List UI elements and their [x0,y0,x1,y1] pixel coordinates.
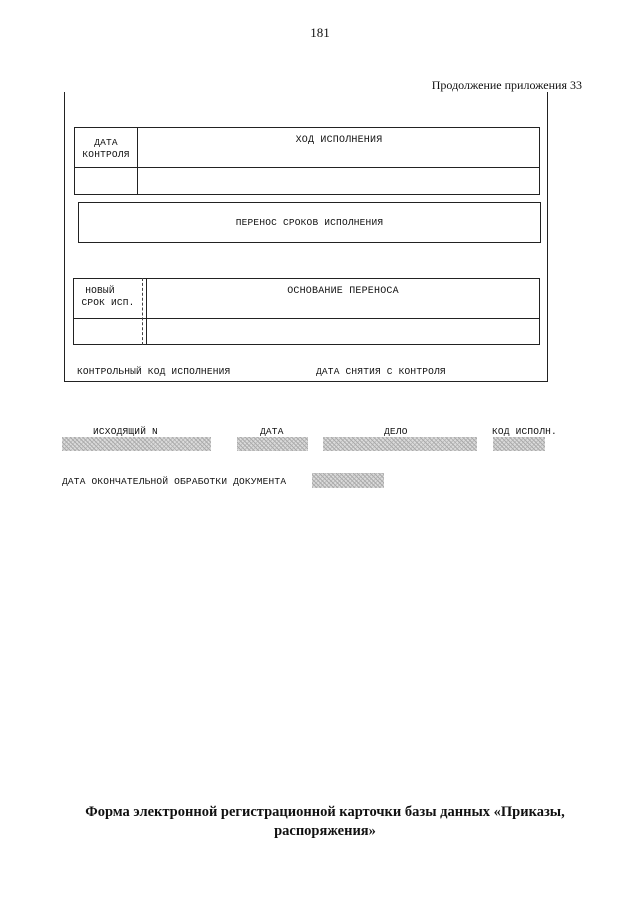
outgoing-date-value-redacted [237,437,308,451]
document-caption [60,803,590,841]
outgoing-exec-code-value-redacted [493,437,545,451]
caption-line-2: распоряжения» [274,823,376,839]
removal-date-label: ДАТА СНЯТИЯ С КОНТРОЛЯ [316,366,446,377]
outgoing-exec-code-label: КОД ИСПОЛН. [492,426,557,437]
new-term-header-line1: НОВЫЙ [85,285,115,296]
continuation-note: Продолжение приложения 33 [431,78,582,92]
control-table-divider [74,167,540,168]
control-date-header-line2: КОНТРОЛЯ [82,149,130,160]
transfer-table-divider [73,318,540,319]
progress-header: ХОД ИСПОЛНЕНИЯ [295,135,383,146]
outgoing-date-label: ДАТА [260,426,284,437]
control-date-header-line1: ДАТА [94,137,118,148]
reason-header: ОСНОВАНИЕ ПЕРЕНОСА [287,286,399,297]
page-number: 181 [310,25,330,40]
outgoing-case-label: ДЕЛО [384,426,408,437]
transfer-table-dashed-divider [142,278,143,345]
outgoing-case-value-redacted [323,437,477,451]
new-term-header-line2: СРОК ИСП. [81,297,135,308]
outgoing-number-label: ИСХОДЯЩИЙ N [93,426,158,437]
outgoing-number-value-redacted [62,437,211,451]
control-code-label: КОНТРОЛЬНЫЙ КОД ИСПОЛНЕНИЯ [77,366,231,377]
transfer-title: ПЕРЕНОС СРОКОВ ИСПОЛНЕНИЯ [235,217,384,228]
final-processing-value-redacted [312,473,384,488]
caption-line-1: Форма электронной регистрационной карточки базы данных «Приказы, [85,804,565,820]
final-processing-label: ДАТА ОКОНЧАТЕЛЬНОЙ ОБРАБОТКИ ДОКУМЕНТА [62,476,287,487]
